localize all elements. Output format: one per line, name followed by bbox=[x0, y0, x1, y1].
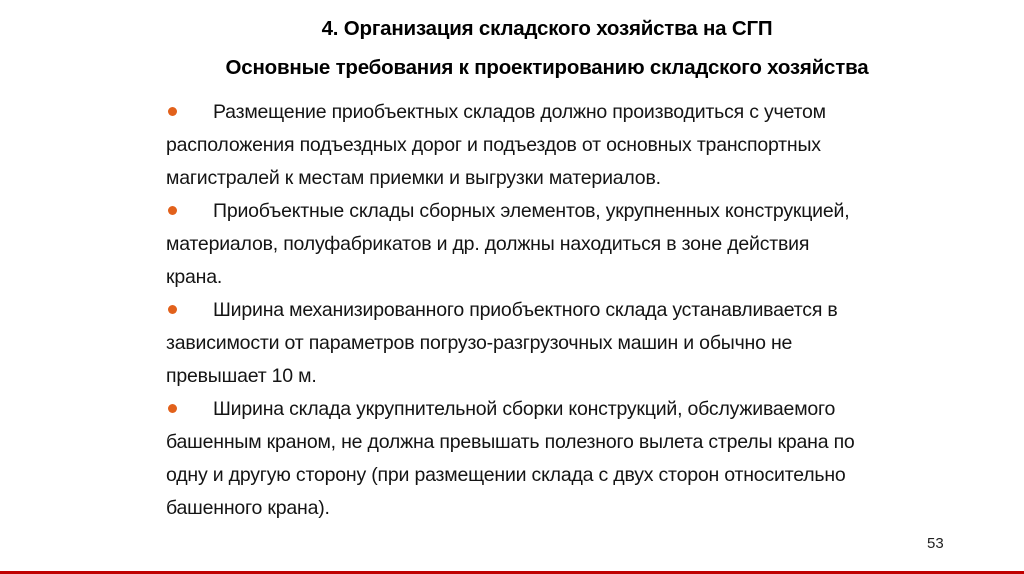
title-block bbox=[90, 16, 1004, 81]
bullet-text-line: материалов, полуфабрикатов и др. должны находиться в зоне действия bbox=[166, 233, 810, 255]
page-number: 53 bbox=[927, 535, 944, 552]
bullet-text-line: башенного крана). bbox=[166, 497, 330, 519]
bullet-item bbox=[166, 294, 906, 393]
bullet-text-line: Ширина механизированного приобъектного склада устанавливается в bbox=[213, 299, 838, 321]
bullet-icon bbox=[168, 404, 177, 413]
slide-title: 4. Организация складского хозяйства на СГП bbox=[321, 17, 773, 40]
bullet-text-line: превышает 10 м. bbox=[166, 365, 317, 387]
slide-subtitle: Основные требования к проектированию складского хозяйства bbox=[225, 56, 869, 79]
bullet-text-line: одну и другую сторону (при размещении склада с двух сторон относительно bbox=[166, 464, 846, 486]
bullet-item bbox=[166, 195, 906, 294]
bullet-text-line: зависимости от параметров погрузо-разгрузочных машин и обычно не bbox=[166, 332, 793, 354]
bullet-icon bbox=[168, 305, 177, 314]
bullet-text-line: Размещение приобъектных складов должно производиться с учетом bbox=[213, 101, 826, 123]
bullet-item bbox=[166, 96, 906, 195]
bullet-text-line: магистралей к местам приемки и выгрузки материалов. bbox=[166, 167, 661, 189]
bullet-text-line: крана. bbox=[166, 266, 223, 288]
bullet-text-line: башенным краном, не должна превышать полезного вылета стрелы крана по bbox=[166, 431, 855, 453]
bullet-text-line: Ширина склада укрупнительной сборки конструкций, обслуживаемого bbox=[213, 398, 836, 420]
bullet-icon bbox=[168, 206, 177, 215]
bullet-list bbox=[166, 96, 906, 525]
bullet-text-line: расположения подъездных дорог и подъездов от основных транспортных bbox=[166, 134, 821, 156]
bullet-item bbox=[166, 393, 906, 525]
bullet-icon bbox=[168, 107, 177, 116]
bullet-text-line: Приобъектные склады сборных элементов, укрупненных конструкцией, bbox=[213, 200, 850, 222]
